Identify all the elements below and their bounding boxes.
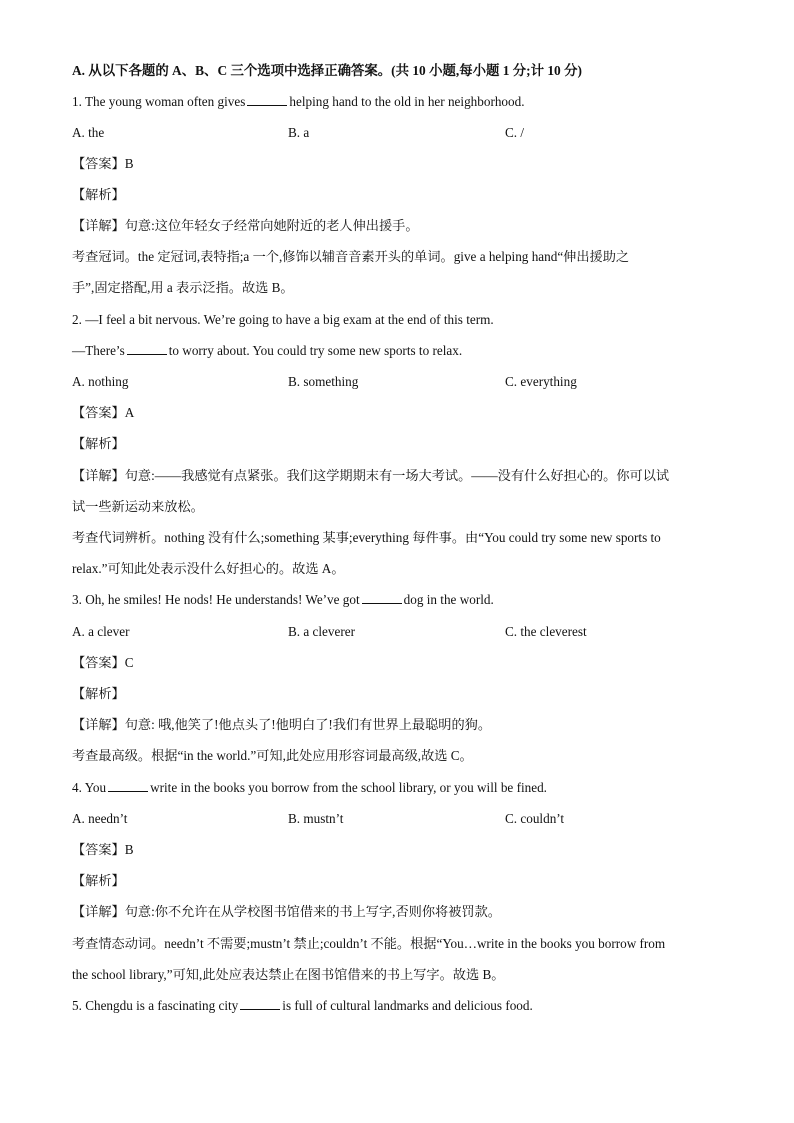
question-4-explanation-line: the school library,”可知,此处应表达禁止在图书馆借来的书上写字。故选 B。 [72, 967, 505, 982]
answer-blank [247, 94, 287, 106]
option-b: B. a [288, 125, 310, 140]
question-1-stem: 1. The young woman often gives helping hand to the old in her neighborhood. [72, 94, 525, 109]
option-b: B. something [288, 374, 359, 389]
answer-blank [240, 998, 280, 1010]
option-c: C. couldn’t [505, 811, 565, 826]
question-2-stem-line2: —There’s to worry about. You could try some new sports to relax. [72, 343, 463, 358]
question-3-translation: 【详解】句意: 哦,他笑了!他点头了!他明白了!我们有世界上最聪明的狗。 [72, 717, 492, 732]
question-2-explanation-line: 考查代词辨析。nothing 没有什么;something 某事;everything 每件事。由“You could try some new sports to [72, 530, 661, 545]
question-3-answer: 【答案】C [72, 655, 134, 670]
question-5-stem: 5. Chengdu is a fascinating city is full of cultural landmarks and delicious food. [72, 998, 533, 1013]
option-a: A. the [72, 125, 105, 140]
question-3-analysis-label: 【解析】 [72, 686, 125, 701]
question-2-translation: 【详解】句意:——我感觉有点紧张。我们这学期期末有一场大考试。——没有什么好担心的。你可以试 [72, 468, 670, 483]
answer-blank [127, 343, 167, 355]
question-1-explanation-line: 手”,固定搭配,用 a 表示泛指。故选 B。 [72, 280, 294, 295]
option-c: C. everything [505, 374, 577, 389]
question-4-stem: 4. You write in the books you borrow from the school library, or you will be fined. [72, 780, 547, 795]
question-1-answer: 【答案】B [72, 156, 134, 171]
question-4-translation: 【详解】句意:你不允许在从学校图书馆借来的书上写字,否则你将被罚款。 [72, 904, 501, 919]
question-1-analysis-label: 【解析】 [72, 187, 125, 202]
question-3-stem: 3. Oh, he smiles! He nods! He understands! We’ve got dog in the world. [72, 592, 494, 607]
question-2-explanation-line: relax.”可知此处表示没什么好担心的。故选 A。 [72, 561, 345, 576]
section-heading: A. 从以下各题的 A、B、C 三个选项中选择正确答案。(共 10 小题,每小题 1 分;计 10 分) [72, 63, 582, 78]
question-3-explanation-line: 考查最高级。根据“in the world.”可知,此处应用形容词最高级,故选 C。 [72, 748, 473, 763]
question-4-answer: 【答案】B [72, 842, 134, 857]
answer-blank [362, 592, 402, 604]
option-a: A. nothing [72, 374, 129, 389]
option-b: B. mustn’t [288, 811, 344, 826]
option-a: A. needn’t [72, 811, 128, 826]
question-2-answer: 【答案】A [72, 405, 135, 420]
question-4-explanation-line: 考查情态动词。needn’t 不需要;mustn’t 禁止;couldn’t 不能。根据“You…write in the books you borrow from [72, 936, 666, 951]
option-c: C. the cleverest [505, 624, 587, 639]
answer-blank [108, 780, 148, 792]
question-2-stem-line1: 2. —I feel a bit nervous. We’re going to have a big exam at the end of this term. [72, 312, 494, 327]
question-1-translation: 【详解】句意:这位年轻女子经常向她附近的老人伸出援手。 [72, 218, 419, 233]
question-4-analysis-label: 【解析】 [72, 873, 125, 888]
option-a: A. a clever [72, 624, 130, 639]
option-b: B. a cleverer [288, 624, 355, 639]
question-1-explanation-line: 考查冠词。the 定冠词,表特指;a 一个,修饰以辅音音素开头的单词。give a helping hand“伸出援助之 [72, 249, 630, 264]
question-2-analysis-label: 【解析】 [72, 436, 125, 451]
option-c: C. / [505, 125, 525, 140]
question-2-translation-cont: 试一些新运动来放松。 [72, 499, 204, 514]
